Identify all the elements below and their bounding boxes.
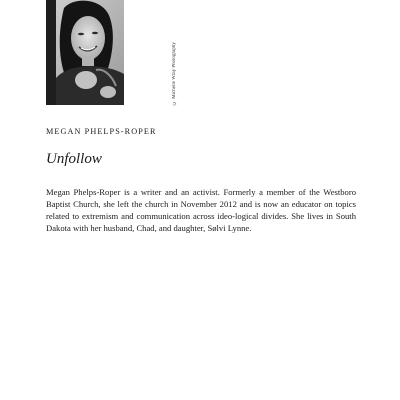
author-photo-block: [46, 0, 177, 105]
book-title: Unfollow: [46, 151, 102, 167]
author-bio: Megan Phelps-Roper is a writer and an activist. Formerly a member of the Westboro Baptist Church, she left the church in November 2012 and is now an educator on topics related to extremism and communication across ideo-logical divides. She lives in South Dakota with her husband, Chad, and daughter, Sølvi Lynne.: [46, 187, 356, 234]
photo-credit: © Michelle Wray Photography: [172, 42, 177, 105]
author-portrait-image: [46, 0, 124, 105]
author-photo: [46, 0, 124, 105]
author-name: MEGAN PHELPS-ROPER: [46, 127, 157, 136]
